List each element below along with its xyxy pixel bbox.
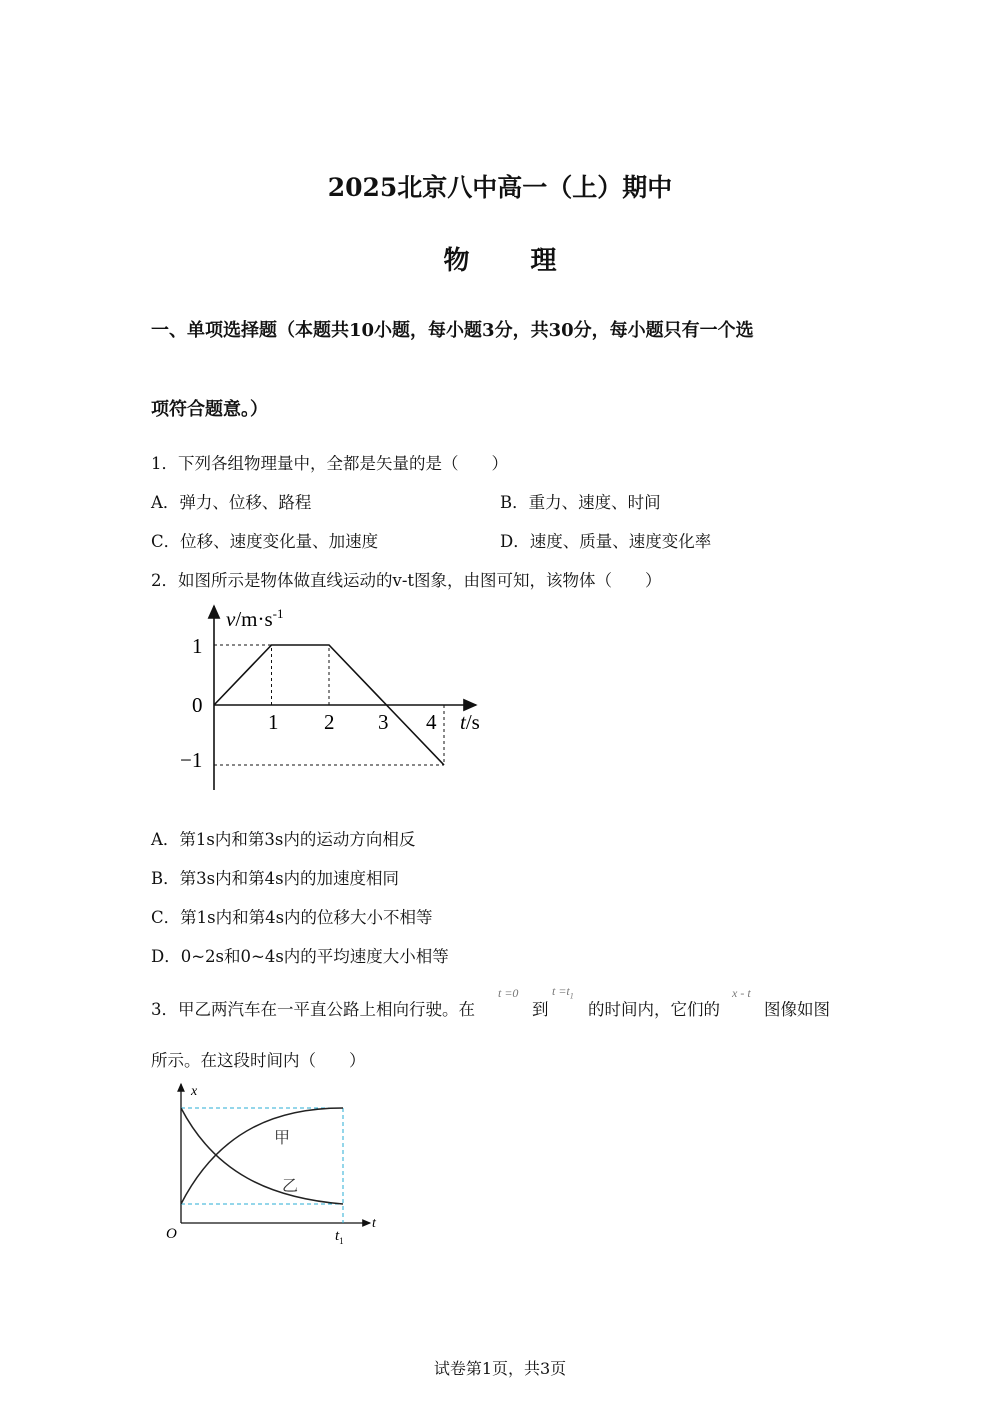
question-2-option-b: B．第3s内和第4s内的加速度相同 <box>151 869 400 888</box>
curve-jia <box>181 1108 343 1204</box>
y-tick-1: 1 <box>192 634 203 658</box>
question-1-option-c: C．位移、速度变化量、加速度 <box>151 532 379 551</box>
v-axis-label: $v/m\cdot s^{-1}$ <box>226 606 284 631</box>
question-3-t1-formula: $t =t_1$ <box>552 984 574 1001</box>
question-1-option-d: D．速度、质量、速度变化率 <box>500 532 712 551</box>
t1-label: $t_1$ <box>335 1228 344 1246</box>
question-1-option-b: B．重力、速度、时间 <box>500 493 661 512</box>
page-title: 2025北京八中高一（上）期中 <box>327 173 673 202</box>
question-3-stem-part1: 3．甲乙两汽车在一平直公路上相向行驶。在 <box>151 1000 475 1019</box>
x-tick-2: 2 <box>324 710 335 734</box>
question-2-option-c: C．第1s内和第4s内的位移大小不相等 <box>151 908 433 927</box>
x-tick-4: 4 <box>426 710 437 734</box>
page-footer: 试卷第1页，共3页 <box>433 1359 567 1378</box>
question-3-stem-part2: 到 <box>532 1000 549 1019</box>
x-tick-3: 3 <box>378 710 389 734</box>
question-3-t0-formula: t =0 <box>498 986 519 1000</box>
t-axis-label: t <box>372 1216 376 1231</box>
question-3-stem-part4: 图像如图 <box>764 1000 830 1019</box>
question-2-option-d: D．0~2s和0~4s内的平均速度大小相等 <box>151 947 449 966</box>
y-tick-0: 0 <box>192 693 203 717</box>
question-3-stem-line2: 所示。在这段时间内（ ） <box>151 1051 366 1070</box>
y-tick-neg1: −1 <box>180 748 203 772</box>
question-1-stem: 1．下列各组物理量中，全都是矢量的是（ ） <box>151 454 508 473</box>
xt-graph <box>160 1078 390 1248</box>
question-2-stem: 2．如图所示是物体做直线运动的v-t图象，由图可知，该物体（ ） <box>151 571 662 590</box>
question-3-stem-part3: 的时间内，它们的 <box>588 1000 720 1019</box>
curve-yi-label: 乙 <box>282 1178 299 1195</box>
question-3-xt-formula: x - t <box>732 986 751 1000</box>
subject-title: 物 理 <box>443 246 583 276</box>
origin-label: O <box>166 1226 177 1242</box>
t-axis-label: t/s <box>460 710 480 734</box>
section-heading-line1: 一、单项选择题（本题共10小题，每小题3分，共30分，每小题只有一个选 <box>151 320 754 341</box>
question-2-option-a: A．第1s内和第3s内的运动方向相反 <box>151 830 416 849</box>
section-heading-line2: 项符合题意。） <box>151 399 268 420</box>
x-tick-1: 1 <box>268 710 279 734</box>
curve-jia-label: 甲 <box>274 1130 291 1147</box>
question-1-option-a: A．弹力、位移、路程 <box>151 493 312 512</box>
vt-graph <box>170 600 500 800</box>
x-axis-label: x <box>191 1084 198 1099</box>
